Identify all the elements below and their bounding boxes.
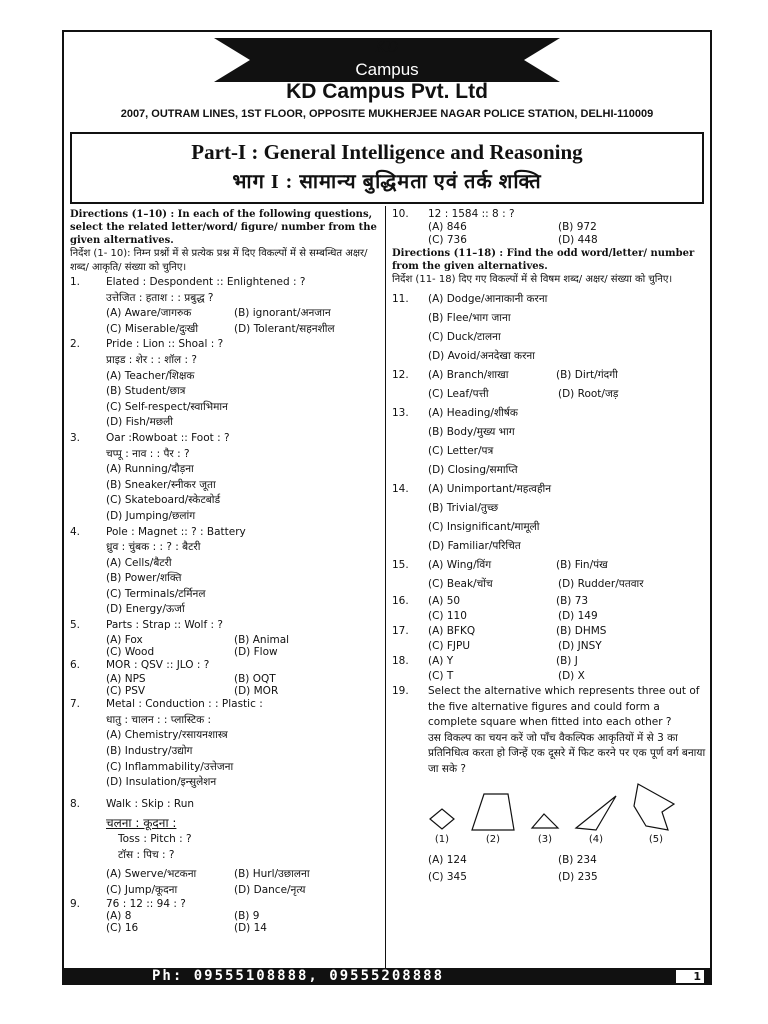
question-11-option-d: (D) Avoid/अनदेखा करना: [428, 350, 535, 362]
question-4-option-b: (B) Power/शक्ति: [106, 572, 182, 585]
question-2-option-c: (C) Self-respect/स्वाभिमान: [106, 400, 228, 413]
question-7-option-a: (A) Chemistry/रसायनशास्त्र: [106, 729, 228, 742]
figure-3-shape: [530, 810, 560, 832]
question-4-option-a: (A) Cells/बैटरी: [106, 556, 172, 569]
question-3-hindi: चप्पू : नाव : : पैर : ?: [106, 447, 190, 460]
question-7: 7. Metal : Conduction : : Plastic :: [70, 698, 263, 711]
footer-bar: [62, 968, 712, 985]
question-10-options-cd: (C) 736 (D) 448: [428, 234, 598, 246]
question-2-hindi: प्राइड : शेर : : शॉल : ?: [106, 353, 197, 366]
question-3-option-b: (B) Sneaker/स्नीकर जूता: [106, 478, 216, 491]
logo-text: KD: [375, 38, 399, 56]
question-17: 17. (A) BFKQ (B) DHMS: [392, 625, 607, 637]
question-8: 8. Walk : Skip : Run: [70, 797, 195, 810]
question-15-options-cd: (C) Beak/चोंच (D) Rudder/पतवार: [428, 578, 644, 590]
question-8-options-ab: (A) Swerve/भटकना (B) Hurl/उछालना: [106, 868, 310, 881]
question-6: 6. MOR : QSV :: JLO : ?: [70, 658, 210, 671]
question-8-options-cd: (C) Jump/कूदना (D) Dance/नृत्य: [106, 883, 306, 896]
title-english: Part-I : General Intelligence and Reasoning: [191, 140, 583, 164]
question-5-options-ab: (A) Fox (B) Animal: [106, 633, 290, 646]
figure-5-shape: [632, 782, 680, 832]
question-4-option-d: (D) Energy/ऊर्जा: [106, 603, 185, 616]
question-1: 1. Elated : Despondent :: Enlightened : ?: [70, 276, 306, 288]
question-7-option-c: (C) Inflammability/उत्तेजना: [106, 760, 234, 773]
question-14-option-b: (B) Trivial/तुच्छ: [428, 502, 499, 514]
question-13-option-d: (D) Closing/समाप्ति: [428, 464, 518, 476]
question-6-options-cd: (C) PSV (D) MOR: [106, 685, 279, 698]
question-19-figures: [392, 788, 706, 848]
question-7-option-b: (B) Industry/उद्योग: [106, 745, 193, 758]
question-14-option-d: (D) Familiar/परिचित: [428, 540, 521, 552]
question-3: 3. Oar :Rowboat :: Foot : ?: [70, 431, 230, 444]
question-2: 2. Pride : Lion :: Shoal : ?: [70, 338, 224, 351]
question-18-options-cd: (C) T (D) X: [428, 670, 585, 682]
directions-11-18-hindi: निर्देश (11- 18) दिए गए विकल्पों में से विषम शब्द/ अक्षर/ संख्या को चुनिए।: [392, 274, 673, 285]
page-number: 1: [676, 970, 704, 983]
question-3-option-d: (D) Jumping/छलांग: [106, 509, 196, 522]
question-19-hindi: उस विकल्प का चयन करें जो पाँच वैकल्पिक आकृतियों में से 3 का प्रतिनिधित्व करता हो जिन्हें एक दूसरे में फिट करने पर एक पूर्ण वर्ग बनाया जा सके ?: [428, 731, 706, 775]
question-7-option-d: (D) Insulation/इन्सुलेशन: [106, 776, 217, 789]
directions-1-10: Directions (1–10) : In each of the following questions, select the related letter/word/ figure/ number from the given alternatives.: [70, 209, 377, 246]
question-1-options-ab: (A) Aware/जागरुक (B) ignorant/अनजान: [106, 307, 331, 320]
question-8-hindi-1: चलना : कूदना :: [106, 816, 177, 831]
question-13: 13. (A) Heading/शीर्षक: [392, 407, 518, 419]
question-6-options-ab: (A) NPS (B) OQT: [106, 673, 276, 686]
figure-2: (2): [470, 792, 516, 848]
footer-phone: Ph: 09555108888, 09555208888: [152, 968, 445, 984]
question-2-option-b: (B) Student/छात्र: [106, 385, 186, 398]
question-13-option-c: (C) Letter/पत्र: [428, 445, 494, 457]
question-5-options-cd: (C) Wood (D) Flow: [106, 645, 278, 658]
question-11-option-c: (C) Duck/टालना: [428, 331, 501, 343]
question-1-options-cd: (C) Miserable/दुःखी (D) Tolerant/सहनशील: [106, 322, 335, 335]
figure-5: (5): [632, 782, 680, 848]
company-address: 2007, OUTRAM LINES, 1ST FLOOR, OPPOSITE MUKHERJEE NAGAR POLICE STATION, DELHI-110009: [120, 108, 654, 120]
question-17-options-cd: (C) FJPU (D) JNSY: [428, 640, 602, 652]
question-10-options-ab: (A) 846 (B) 972: [428, 221, 597, 233]
question-10: 10. 12 : 1584 :: 8 : ?: [392, 208, 515, 220]
figure-1-shape: [428, 806, 456, 832]
question-19-options-ab: (A) 124 (B) 234: [428, 853, 597, 866]
question-11: 11. (A) Dodge/आनाकानी करना: [392, 293, 548, 305]
title-hindi: भाग I : सामान्य बुद्धिमता एवं तर्क शक्ति: [232, 171, 542, 193]
question-3-option-c: (C) Skateboard/स्केटबोर्ड: [106, 494, 221, 507]
question-9-options-cd: (C) 16 (D) 14: [106, 922, 267, 935]
directions-11-18: Directions (11–18) : Find the odd word/letter/ number from the given alternatives.: [392, 248, 695, 272]
question-7-hindi: धातु : चालन : : प्लास्टिक :: [106, 713, 212, 726]
figure-2-shape: [470, 792, 516, 832]
question-4-option-c: (C) Terminals/टर्मिनल: [106, 587, 206, 600]
question-12: 12. (A) Branch/शाखा (B) Dirt/गंदगी: [392, 369, 618, 381]
question-9: 9. 76 : 12 :: 94 : ?: [70, 898, 186, 911]
question-5: 5. Parts : Strap :: Wolf : ?: [70, 619, 223, 632]
question-3-option-a: (A) Running/दौड़ना: [106, 463, 194, 476]
figure-1: (1): [428, 806, 456, 848]
question-11-option-b: (B) Flee/भाग जाना: [428, 312, 511, 324]
question-8-line-2: Toss : Pitch : ?: [118, 833, 192, 845]
question-8-hindi-2: टॉस : पिच : ?: [118, 848, 175, 861]
question-9-options-ab: (A) 8 (B) 9: [106, 910, 260, 923]
question-14: 14. (A) Unimportant/महत्वहीन: [392, 483, 552, 495]
title-box: [70, 132, 704, 204]
question-19: 19. Select the alternative which represents three out of the five alternative figures and could form a complete square when fitted into each other ?: [392, 685, 700, 729]
figure-4-shape: [574, 794, 618, 832]
question-16: 16. (A) 50 (B) 73: [392, 595, 589, 607]
column-divider: [385, 206, 386, 968]
question-4: 4. Pole : Magnet :: ? : Battery: [70, 525, 246, 538]
campus-word: Campus: [355, 60, 419, 79]
question-15: 15. (A) Wing/विंग (B) Fin/पंख: [392, 559, 608, 571]
question-2-option-d: (D) Fish/मछली: [106, 416, 173, 429]
question-16-options-cd: (C) 110 (D) 149: [428, 610, 598, 622]
directions-1-10-hindi: निर्देश (1- 10): निम्न प्रश्नों में से प्रत्येक प्रश्न में दिए विकल्पों में से सम्बन्धित अक्षर/ शब्द/ आकृति/ संख्या को चुनिए।: [70, 248, 368, 273]
figure-4: (4): [574, 794, 618, 848]
question-2-option-a: (A) Teacher/शिक्षक: [106, 369, 195, 382]
question-14-option-c: (C) Insignificant/मामूली: [428, 521, 540, 533]
right-column: [392, 208, 706, 886]
question-13-option-b: (B) Body/मुख्य भाग: [428, 426, 515, 438]
question-18: 18. (A) Y (B) J: [392, 655, 578, 667]
left-column: [70, 208, 380, 934]
figure-3: (3): [530, 810, 560, 848]
company-name: KD Campus Pvt. Ltd: [286, 80, 488, 103]
question-4-hindi: ध्रुव : चुंबक : : ? : बैटरी: [106, 541, 201, 554]
question-19-options-cd: (C) 345 (D) 235: [428, 870, 598, 883]
question-1-hindi: उत्तेजित : हताश : : प्रबुद्ध ?: [106, 291, 214, 304]
question-12-options-cd: (C) Leaf/पत्ती (D) Root/जड़: [428, 388, 619, 400]
